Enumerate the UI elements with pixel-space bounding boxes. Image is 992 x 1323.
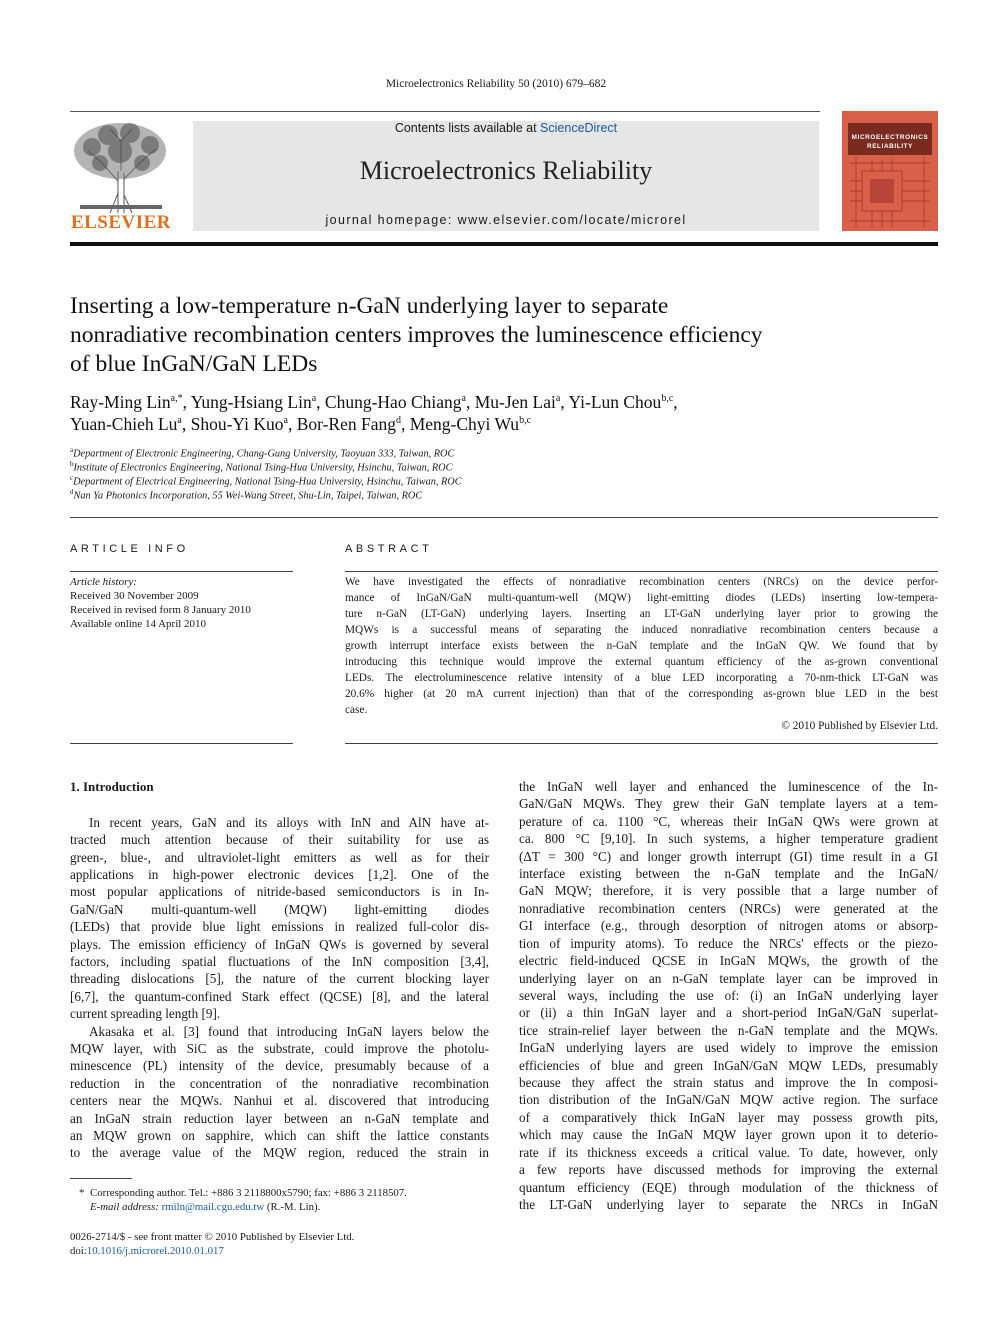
- email-link[interactable]: rmiln@mail.cgu.edu.tw: [161, 1201, 265, 1213]
- affiliation: [70, 474, 462, 487]
- body-line: threading dislocations [5], the nature of the current blocking layer: [70, 971, 489, 986]
- affiliation-text: Institute of Electronics Engineering, National Tsing-Hua University, Hsinchu, Taiwan, ROC: [73, 462, 453, 474]
- article-info-rule: [70, 571, 293, 572]
- elsevier-wordmark: ELSEVIER: [70, 212, 172, 233]
- journal-homepage: journal homepage: www.elsevier.com/locate/microrel: [325, 213, 687, 227]
- author-separator: ,: [287, 414, 297, 434]
- cover-title-line1: MICROELECTRONICS: [851, 134, 929, 141]
- section-rule: [70, 517, 938, 518]
- abstract-line: ture n-GaN (LT-GaN) underlying layers. Inserting an LT-GaN underlying layer prior to growing the: [345, 608, 938, 620]
- affiliation-text: Department of Electrical Engineering, National Tsing-Hua University, Hsinchu, Taiwan, ROC: [73, 476, 462, 488]
- contents-prefix: Contents lists available at: [394, 121, 541, 135]
- body-line: tion distribution of the InGaN/GaN MQW active region. The surface: [519, 1092, 938, 1107]
- author-name[interactable]: Chung-Hao Chiang: [324, 392, 462, 412]
- affiliation-text: Nan Ya Photonics Incorporation, 55 Wei-Wang Street, Shu-Lin, Taipei, Taiwan, ROC: [73, 490, 423, 502]
- sciencedirect-link[interactable]: ScienceDirect: [540, 121, 618, 135]
- email-label: E-mail address:: [90, 1201, 162, 1213]
- body-line: InGaN underlying layers are used widely to improve the emission: [519, 1040, 938, 1055]
- journal-citation: Microelectronics Reliability 50 (2010) 679–682: [385, 78, 607, 90]
- body-line: underlying layer on an n-GaN template layer can be improved in: [519, 971, 938, 986]
- author-affil-mark: d: [395, 415, 401, 427]
- body-line: (ΔT = 300 °C) and longer growth interrupt (GI) time result in a GI: [519, 849, 938, 864]
- affiliation-mark: d: [70, 488, 74, 496]
- affiliation-text: Department of Electronic Engineering, Chang-Gung University, Taoyuan 333, Taiwan, ROC: [73, 448, 455, 460]
- author-affil-mark: a: [283, 415, 288, 427]
- body-line: ca. 800 °C [9,10]. In such systems, a higher temperature gradient: [519, 831, 938, 846]
- abstract-copyright: © 2010 Published by Elsevier Ltd.: [781, 720, 938, 732]
- author-name[interactable]: Bor-Ren Fang: [296, 414, 396, 434]
- body-line: factors, including spatial fluctuations of the InN composition [3,4],: [70, 954, 489, 969]
- abstract-line: MQWs is a successful means of separating the induced nonradiative recombination centers because a: [345, 624, 938, 636]
- history-item: Received 30 November 2009: [70, 590, 199, 602]
- body-line: the LT-GaN underlying layer to separate the NRCs in InGaN: [519, 1197, 938, 1212]
- author-name[interactable]: Shou-Yi Kuo: [190, 414, 284, 434]
- body-line: GI interface (e.g., through desorption of nitrogen atoms or absorp-: [519, 918, 938, 933]
- doi-link[interactable]: 10.1016/j.microrel.2010.01.017: [86, 1245, 224, 1257]
- affiliation-mark: b: [70, 460, 74, 468]
- author-affil-mark: a: [311, 393, 317, 405]
- author-separator: ,: [316, 392, 325, 412]
- footnote-mark: *: [79, 1187, 85, 1199]
- title-line: Inserting a low-temperature n-GaN underlying layer to separate: [70, 293, 669, 319]
- author-name[interactable]: Yung-Hsiang Lin: [190, 392, 312, 412]
- article-info-heading: ARTICLE INFO: [70, 543, 189, 555]
- author-affil-mark: a: [555, 393, 561, 405]
- body-line: a few reports have discussed methods for improving the external: [519, 1162, 938, 1177]
- title-line: nonradiative recombination centers improves the luminescence efficiency: [70, 322, 763, 348]
- body-line: tracted much attention because of their suitability for use as: [70, 832, 489, 847]
- abstract-line: mance of InGaN/GaN multi-quantum-well (MQW) light-emitting diodes (LEDs) inserting low-tempera-: [345, 592, 938, 604]
- body-line: electric field-induced QCSE in InGaN MQWs, the growth of the: [519, 953, 938, 968]
- body-line: minescence (PL) intensity of the device, presumably because of a: [70, 1058, 489, 1073]
- author-separator: ,: [465, 392, 475, 412]
- body-line: In recent years, GaN and its alloys with InN and AlN have at-: [89, 815, 489, 830]
- body-line: applications in high-power electronic devices [1,2]. One of the: [70, 867, 489, 882]
- body-line: plays. The emission efficiency of InGaN QWs is governed by several: [70, 937, 489, 952]
- article-info-bottom-rule: [70, 743, 293, 744]
- abstract-line: 20.6% higher (at 20 mA current injection) than that of the corresponding as-grown blue LED in the best: [345, 688, 938, 700]
- body-line: GaN/GaN multi-quantum-well (MQW) light-emitting diodes: [70, 902, 489, 917]
- history-label: Article history:: [70, 576, 137, 588]
- affiliation: [70, 460, 452, 473]
- author-affil-mark: b,c: [519, 415, 532, 427]
- body-line: most popular applications of nitride-based semiconductors is in In-: [70, 884, 489, 899]
- author-line: [70, 392, 678, 413]
- section-heading-introduction: 1. Introduction: [70, 779, 154, 794]
- doi-label: doi:: [70, 1245, 87, 1257]
- abstract-line: case.: [345, 704, 368, 716]
- body-line: interface existing between the n-GaN template and the InGaN/: [519, 866, 938, 881]
- author-line: [70, 414, 531, 435]
- abstract-line: LEDs. The electroluminescence relative intensity of a blue LED incorporating a 70-nm-thick LT-GaN was: [345, 672, 938, 684]
- author-separator: ,: [181, 414, 191, 434]
- author-affil-mark: a,*: [170, 393, 183, 405]
- body-line: nonradiative recombination centers (NRCs) were generated at the: [519, 901, 938, 916]
- footnote-corresponding: Corresponding author. Tel.: +886 3 2118800x5790; fax: +886 3 2118507.: [90, 1187, 407, 1199]
- body-line: because they affect the strain status and improve the In composi-: [519, 1075, 938, 1090]
- author-affil-mark: b,c: [661, 393, 674, 405]
- title-line: of blue InGaN/GaN LEDs: [70, 351, 318, 377]
- affiliation: [70, 488, 422, 501]
- affiliation-mark: c: [70, 474, 74, 482]
- footnote-email-line: [90, 1201, 320, 1213]
- author-affil-mark: a: [177, 415, 182, 427]
- header-rule: [70, 111, 820, 112]
- journal-name: Microelectronics Reliability: [359, 156, 653, 185]
- history-item: Available online 14 April 2010: [70, 618, 207, 630]
- body-line: tion of impurity atoms). To reduce the NRCs' effects or the piezo-: [519, 936, 938, 951]
- history-item: Received in revised form 8 January 2010: [70, 604, 251, 616]
- body-line: reduction in the concentration of the nonradiative recombination: [70, 1076, 489, 1091]
- body-line: tice strain-relief layer between the n-GaN template and the MQWs.: [519, 1023, 938, 1038]
- doi-line: [70, 1245, 224, 1257]
- body-line: efficiencies of blue and green InGaN/GaN MQW LEDs, presumably: [519, 1058, 938, 1073]
- body-line: current spreading length [9].: [70, 1006, 221, 1021]
- author-separator: ,: [560, 392, 569, 412]
- body-line: an InGaN strain reduction layer between an n-GaN template and: [70, 1111, 489, 1126]
- author-name[interactable]: Ray-Ming Lin: [70, 392, 171, 412]
- abstract-line: We have investigated the effects of nonradiative recombination centers (NRCs) on the device perfor-: [345, 576, 938, 588]
- cover-title-line2: RELIABILITY: [866, 143, 913, 150]
- body-line: [6,7], the quantum-confined Stark effect (QCSE) [8], and the lateral: [70, 989, 489, 1004]
- author-separator: ,: [673, 392, 678, 412]
- body-line: green-, blue-, and ultraviolet-light emitters as well as for their: [70, 850, 489, 865]
- body-line: several ways, including the use of: (i) an InGaN underlying layer: [519, 988, 938, 1003]
- journal-cover-image: [842, 111, 938, 231]
- cover-title: [848, 133, 932, 151]
- issn-line: 0026-2714/$ - see front matter © 2010 Published by Elsevier Ltd.: [70, 1231, 355, 1243]
- author-name[interactable]: Yuan-Chieh Lu: [70, 414, 178, 434]
- abstract-line: introducing this technique would improve the external quantum efficiency of the as-grown conventional: [345, 656, 938, 668]
- author-name[interactable]: Mu-Jen Lai: [474, 392, 556, 412]
- header-thick-rule: [70, 242, 938, 246]
- footnote-rule: [70, 1178, 132, 1179]
- article-title: [70, 292, 870, 379]
- body-line: or (ii) a thin InGaN layer and a short-period InGaN/GaN superlat-: [519, 1005, 938, 1020]
- author-name[interactable]: Yi-Lun Chou: [568, 392, 662, 412]
- abstract-bottom-rule: [345, 743, 938, 744]
- contents-line: [193, 121, 819, 135]
- body-line: Akasaka et al. [3] found that introducing InGaN layers below the: [89, 1024, 489, 1039]
- body-line: rate if its thickness exceeds a critical value. To date, however, only: [519, 1145, 938, 1160]
- body-line: which may cause the InGaN MQW layer grown upon it to deterio-: [519, 1127, 938, 1142]
- body-line: GaN MQW; therefore, it is very possible that a large number of: [519, 883, 938, 898]
- email-suffix: (R.-M. Lin).: [264, 1201, 321, 1213]
- author-affil-mark: a: [461, 393, 466, 405]
- body-line: MQW layer, with SiC as the substrate, could improve the photolu-: [70, 1041, 489, 1056]
- affiliation-mark: a: [70, 446, 74, 454]
- abstract-heading: ABSTRACT: [345, 543, 433, 555]
- author-separator: ,: [182, 392, 191, 412]
- body-line: the InGaN well layer and enhanced the luminescence of the In-: [519, 779, 938, 794]
- body-line: to the average value of the MQW region, reduced the strain in: [70, 1145, 489, 1160]
- body-line: (LEDs) that provide blue light emissions in realized full-color dis-: [70, 919, 489, 934]
- body-line: perature of ca. 1100 °C, whereas their InGaN QWs were grown at: [519, 814, 938, 829]
- body-line: an MQW grown on sapphire, which can shift the lattice constants: [70, 1128, 489, 1143]
- affiliation: [70, 446, 454, 459]
- abstract-line: growth interrupt interface exists between the n-GaN template and the InGaN QW. We found that by: [345, 640, 938, 652]
- author-separator: ,: [400, 414, 410, 434]
- body-line: quantum efficiency (EQE) through modulation of the thickness of: [519, 1180, 938, 1195]
- body-line: centers near the MQWs. Nanhui et al. discovered that introducing: [70, 1093, 489, 1108]
- body-line: of a comparatively thick InGaN layer may possess growth pits,: [519, 1110, 938, 1125]
- body-line: GaN/GaN MQWs. They grew their GaN template layers at a tem-: [519, 796, 938, 811]
- abstract-rule: [345, 571, 938, 572]
- author-name[interactable]: Meng-Chyi Wu: [409, 414, 520, 434]
